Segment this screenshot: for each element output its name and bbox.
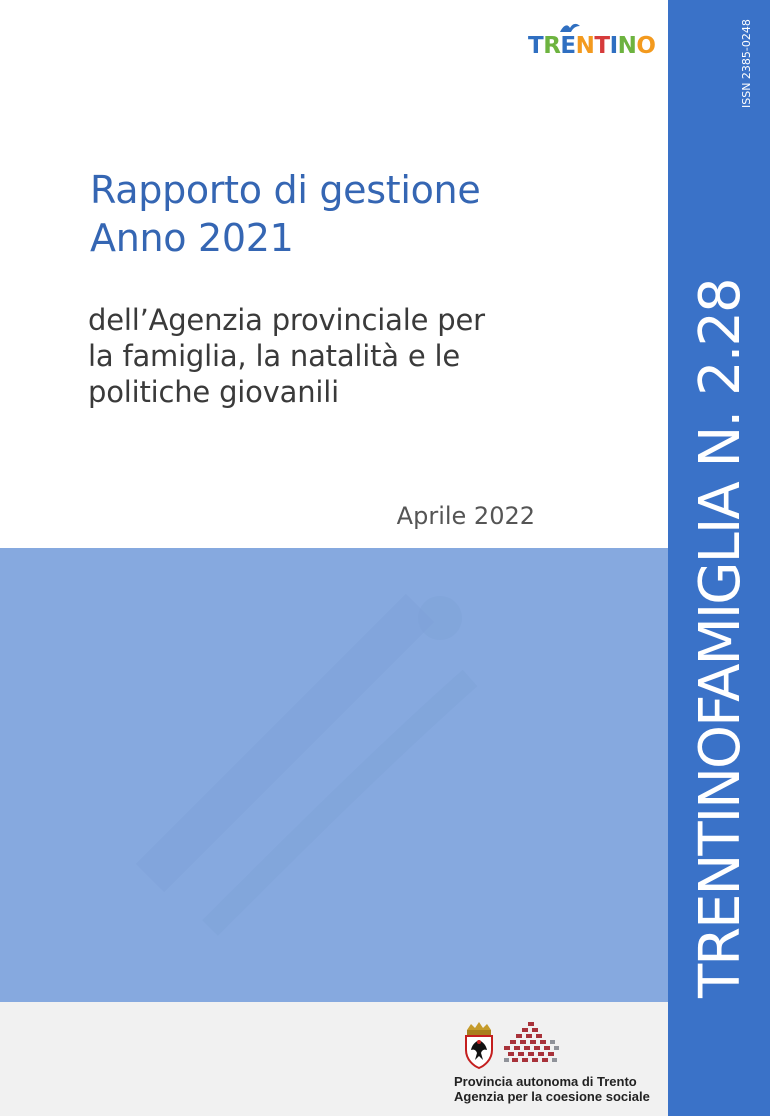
subtitle-line-3: politiche giovanili (88, 375, 339, 409)
logo-text: TRENTINO (528, 33, 656, 59)
agency-logo-icon (500, 1020, 560, 1070)
publication-date: Aprile 2022 (396, 502, 535, 530)
title-line-2: Anno 2021 (90, 216, 294, 260)
report-title (90, 166, 650, 262)
coat-of-arms-icon (462, 1020, 496, 1070)
title-line-1: Rapporto di gestione (90, 168, 481, 212)
publisher-line-1: Provincia autonoma di Trento (454, 1074, 637, 1089)
faint-watermark-graphic (0, 548, 668, 1002)
cover-top-area (0, 0, 668, 548)
publisher-line-2: Agenzia per la coesione sociale (454, 1089, 650, 1104)
subtitle-line-2: la famiglia, la natalità e le (88, 339, 461, 373)
issn-code: ISSN 2385-0248 (740, 19, 753, 108)
subtitle-line-1: dell’Agenzia provinciale per (88, 303, 485, 337)
cover-footer-area (0, 1002, 668, 1116)
cover-color-band (0, 548, 668, 1002)
series-title: TRENTINOFAMIGLIA N. 2.28 (688, 279, 753, 998)
publisher-info (454, 1074, 664, 1104)
trentino-logo (528, 22, 656, 68)
report-subtitle (88, 302, 608, 410)
